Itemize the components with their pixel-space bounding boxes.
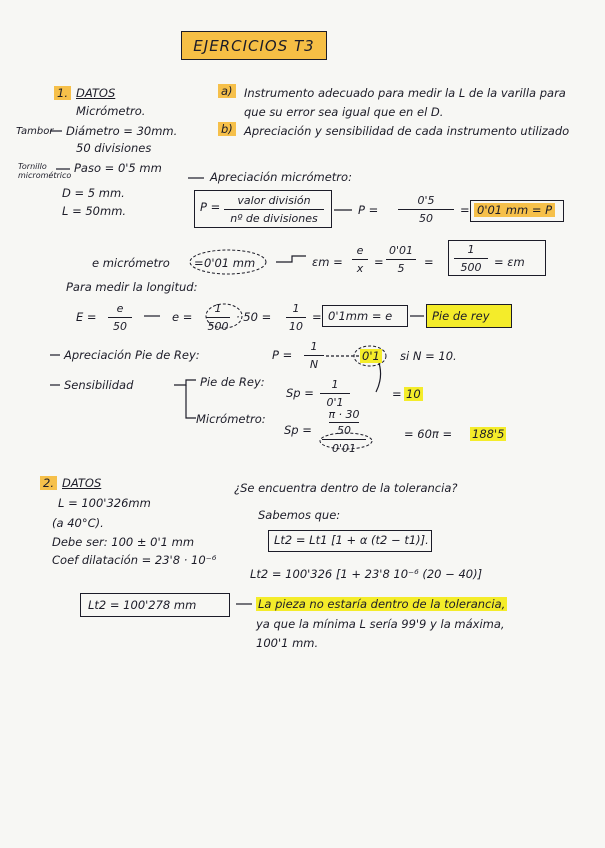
ex1-calc-P-den: 50 bbox=[419, 212, 433, 225]
ex1-epsilon-frac2 bbox=[386, 244, 416, 275]
ex1-epsilon-den2: 5 bbox=[397, 262, 405, 275]
ex1-tambor-label: Tambor bbox=[16, 126, 54, 137]
ex1-length-L: L = 50mm. bbox=[62, 204, 127, 218]
ex2-question: ¿Se encuentra dentro de la tolerancia? bbox=[234, 481, 458, 495]
ex1-epsilon-eq1: = bbox=[374, 255, 384, 269]
ex1-sens-den: 0'1 bbox=[326, 396, 344, 409]
ex1-sens2-num: π · 30 bbox=[328, 408, 360, 421]
page-title bbox=[181, 31, 327, 60]
ex1-calc-P-equals: = bbox=[460, 203, 470, 217]
ex1-diameter-D: D = 5 mm. bbox=[62, 186, 125, 200]
ex1-medir-longitud: Para medir la longitud: bbox=[66, 280, 198, 294]
ex2-calculation: Lt2 = 100'326 [1 + 23'8 10⁻⁶ (20 − 40)] bbox=[250, 567, 483, 581]
ex2-debe-ser: Debe ser: 100 ± 0'1 mm bbox=[52, 535, 195, 549]
ex1-sens-pie-label: Pie de Rey: bbox=[200, 375, 265, 389]
ex1-e-calc-mult: · 50 = bbox=[236, 310, 272, 324]
ex1-result-P: 0'01 mm = P bbox=[474, 203, 555, 217]
ex1-e-micrometro-value: 0'01 mm bbox=[204, 256, 256, 270]
ex1-question-a-text: Instrumento adecuado para medir la L de la varilla para que su error sea igual que en el D. bbox=[244, 86, 566, 119]
ex1-result-pie-de-rey: Pie de rey bbox=[432, 309, 490, 323]
ex2-coef-dilatacion: Coef dilatación = 23'8 · 10⁻⁶ bbox=[52, 553, 217, 567]
ex1-formula-P-num: valor división bbox=[237, 194, 311, 207]
ex1-e-calc-den2: 10 bbox=[289, 320, 303, 333]
ex1-e-calc-num2: 1 bbox=[292, 302, 300, 315]
ex1-number: 1. bbox=[54, 86, 71, 100]
ex1-e-micrometro-label: e micrómetro bbox=[92, 256, 170, 270]
ex1-e-micrometro-equals: = bbox=[194, 256, 204, 270]
ex1-sens-eq: = bbox=[392, 387, 402, 401]
ex1-sens2-den: 0'01 bbox=[331, 442, 357, 455]
ex1-question-a-label: a) bbox=[218, 84, 236, 98]
ex1-paso: Paso = 0'5 mm bbox=[74, 161, 162, 175]
ex2-sabemos: Sabemos que: bbox=[258, 508, 341, 522]
ex1-sens2-eq: = 60π = bbox=[404, 427, 453, 441]
ex1-e-calc-eq: = bbox=[312, 310, 322, 324]
ex1-question-b-label: b) bbox=[218, 122, 236, 136]
ex1-E-den: 50 bbox=[113, 320, 127, 333]
ex1-e-calc-lhs: e = bbox=[172, 310, 193, 324]
ex1-epsilon-num2: 0'01 bbox=[388, 244, 414, 257]
ex1-datos-heading: DATOS bbox=[76, 86, 116, 100]
ex1-epsilon-eq2: = bbox=[424, 255, 434, 269]
ex1-aprec-pie-P: P = bbox=[272, 348, 293, 362]
ex2-formula: Lt2 = Lt1 [1 + α (t2 − t1)]. bbox=[274, 533, 429, 547]
ex1-micrometro: Micrómetro. bbox=[76, 104, 146, 118]
ex1-sens-mic-label: Micrómetro: bbox=[196, 412, 266, 426]
ex1-sens2-result: 188'5 bbox=[472, 427, 505, 441]
ex1-e-calc-frac1 bbox=[206, 302, 230, 333]
ex1-apreciacion-pie-de-rey: Apreciación Pie de Rey: bbox=[64, 348, 200, 362]
ex1-epsilon-lhs: εm = bbox=[312, 255, 343, 269]
ex1-sens-sp: Sp = bbox=[286, 386, 314, 400]
ex1-aprec-pie-note: si N = 10. bbox=[400, 349, 457, 363]
ex1-epsilon-num3: 1 bbox=[467, 243, 475, 256]
ex1-result-e: 0'1mm = e bbox=[328, 309, 393, 323]
ex2-temperature: (a 40°C). bbox=[52, 516, 104, 530]
ex1-sens2-fraction bbox=[322, 408, 366, 455]
ex1-sens2-mid: 50 bbox=[337, 424, 351, 437]
ex1-E-num: e bbox=[116, 302, 124, 315]
ex1-tornillo-label: Tornillo micrométrico bbox=[18, 162, 72, 180]
ex1-calc-P-fraction bbox=[398, 194, 454, 225]
ex1-aprec-pie-fraction bbox=[304, 340, 324, 371]
ex1-question-b-text: Apreciación y sensibilidad de cada instrumento utilizado bbox=[244, 124, 570, 138]
ex1-calc-P-num: 0'5 bbox=[417, 194, 435, 207]
ex2-length: L = 100'326mm bbox=[58, 496, 151, 510]
page-title-text: EJERCICIOS T3 bbox=[193, 36, 315, 55]
ex1-diametro: Diámetro = 30mm. bbox=[66, 124, 178, 138]
ex1-aprec-pie-den: N bbox=[309, 358, 319, 371]
ex1-divisiones: 50 divisiones bbox=[76, 141, 152, 155]
ex1-epsilon-num1: e bbox=[356, 244, 364, 257]
ex1-e-calc-den1: 500 bbox=[207, 320, 229, 333]
ex1-calc-P-lhs: P = bbox=[358, 203, 379, 217]
ex1-epsilon-frac1 bbox=[352, 244, 368, 275]
ex1-aprec-pie-num: 1 bbox=[310, 340, 318, 353]
ex2-result: Lt2 = 100'278 mm bbox=[88, 598, 197, 612]
ex1-sens-result: 10 bbox=[406, 387, 421, 401]
ex1-aprec-pie-result: 0'1 bbox=[362, 349, 380, 363]
ex1-formula-P-fraction bbox=[224, 194, 324, 225]
ex2-number: 2. bbox=[40, 476, 57, 490]
ex1-E-lhs: E = bbox=[76, 310, 97, 324]
ex1-epsilon-result: = εm bbox=[494, 255, 525, 269]
ex1-sens-num: 1 bbox=[331, 378, 339, 391]
ex1-sens-sp2: Sp = bbox=[284, 423, 312, 437]
ex1-e-calc-num1: 1 bbox=[214, 302, 222, 315]
ex1-formula-P-den: nº de divisiones bbox=[230, 212, 318, 225]
ex1-apreciacion-micrometro-title: Apreciación micrómetro: bbox=[210, 170, 352, 184]
ex1-epsilon-den3: 500 bbox=[460, 261, 482, 274]
ex1-e-calc-frac2 bbox=[286, 302, 306, 333]
ex1-E-fraction bbox=[108, 302, 132, 333]
ex2-conclusion-line2: ya que la mínima L sería 99'9 y la máxima, bbox=[256, 617, 505, 631]
ex1-formula-P-lhs: P = bbox=[200, 200, 221, 214]
ex1-epsilon-frac3 bbox=[454, 243, 488, 274]
ex2-conclusion-line1: La pieza no estaría dentro de la tolerancia, bbox=[258, 597, 506, 611]
ex2-datos-heading: DATOS bbox=[62, 476, 102, 490]
ex2-conclusion-line3: 100'1 mm. bbox=[256, 636, 319, 650]
ex1-epsilon-den1: x bbox=[356, 262, 364, 275]
ex1-sensibilidad: Sensibilidad bbox=[64, 378, 134, 392]
ex1-sens-fraction bbox=[320, 378, 350, 409]
